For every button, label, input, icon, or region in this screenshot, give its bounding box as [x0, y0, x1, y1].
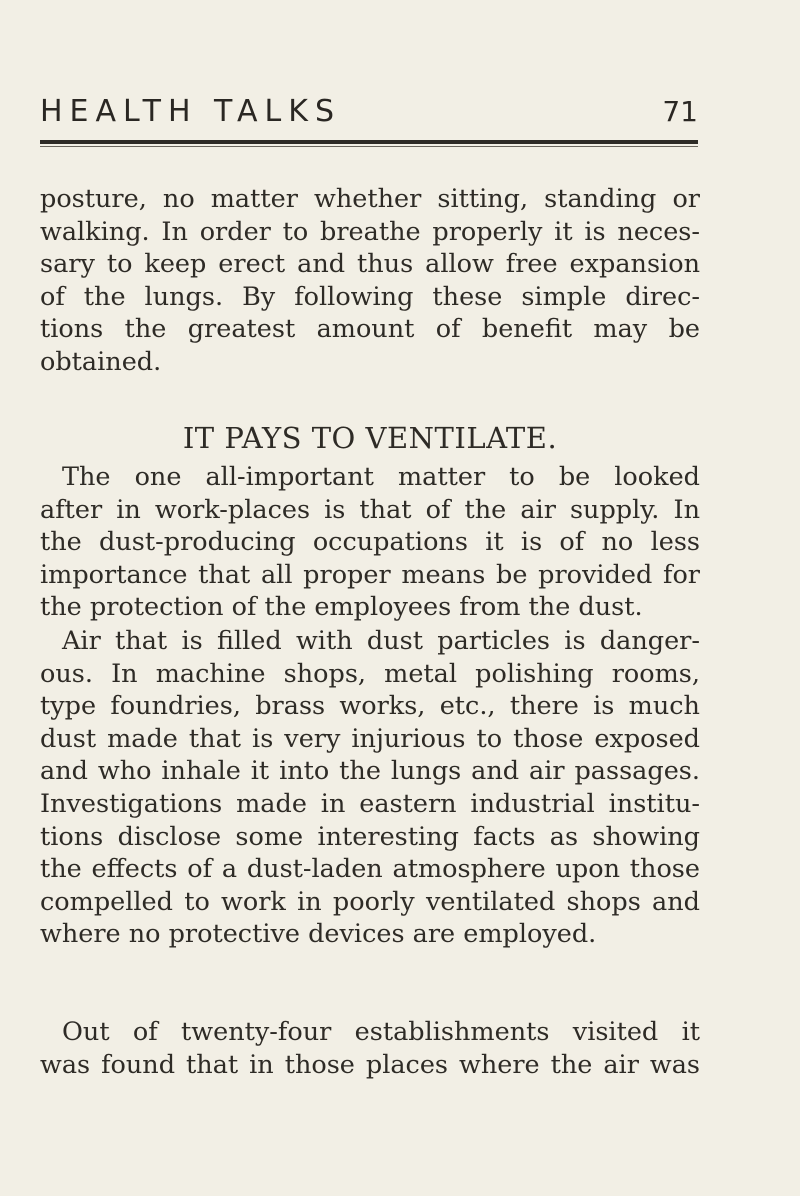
text-line: the protection of the employees from the dust. — [40, 592, 643, 623]
paragraph-3 — [40, 625, 700, 951]
text-line: the effects of a dust-laden atmosphere upon those — [40, 854, 700, 885]
text-line: after in work-places is that of the air supply. In — [40, 494, 700, 525]
text-line: the dust-producing occupations it is of no less — [40, 527, 700, 558]
text-line: tions the greatest amount of benefit may be — [40, 314, 700, 345]
text-line: where no protective devices are employed. — [40, 919, 597, 950]
text-line: posture, no matter whether sitting, standing or — [40, 184, 700, 214]
text-line: obtained. — [40, 346, 162, 377]
text-line: type foundries, brass works, etc., there is much — [40, 691, 700, 722]
section-heading: IT PAYS TO VENTILATE. — [182, 421, 558, 455]
header-rule — [40, 140, 698, 147]
text-line: Air that is filled with dust particles is danger- — [62, 626, 700, 656]
running-head: HEALTH TALKS — [40, 94, 341, 129]
text-line: walking. In order to breathe properly it is neces- — [40, 216, 700, 247]
text-line: dust made that is very injurious to those exposed — [40, 723, 700, 754]
text-line: Out of twenty-four establishments visited it — [62, 1017, 700, 1047]
text-line: importance that all proper means be provided for — [40, 559, 700, 590]
paragraph-1 — [40, 183, 700, 379]
text-line: was found that in those places where the air was — [40, 1049, 700, 1080]
text-line: The one all-important matter to be looked — [62, 462, 700, 492]
text-line: compelled to work in poorly ventilated shops and — [40, 886, 700, 917]
text-line: tions disclose some interesting facts as showing — [40, 821, 700, 852]
text-line: Investigations made in eastern industrial institu- — [40, 788, 700, 819]
text-line: ous. In machine shops, metal polishing rooms, — [40, 658, 700, 689]
text-line: of the lungs. By following these simple direc- — [40, 281, 700, 312]
text-line: sary to keep erect and thus allow free expansion — [40, 249, 700, 280]
page-header — [40, 92, 698, 132]
paragraph-4 — [40, 1016, 700, 1081]
paragraph-2 — [40, 461, 700, 624]
page-number: 71 — [662, 95, 698, 128]
text-line: and who inhale it into the lungs and air passages. — [40, 756, 700, 787]
